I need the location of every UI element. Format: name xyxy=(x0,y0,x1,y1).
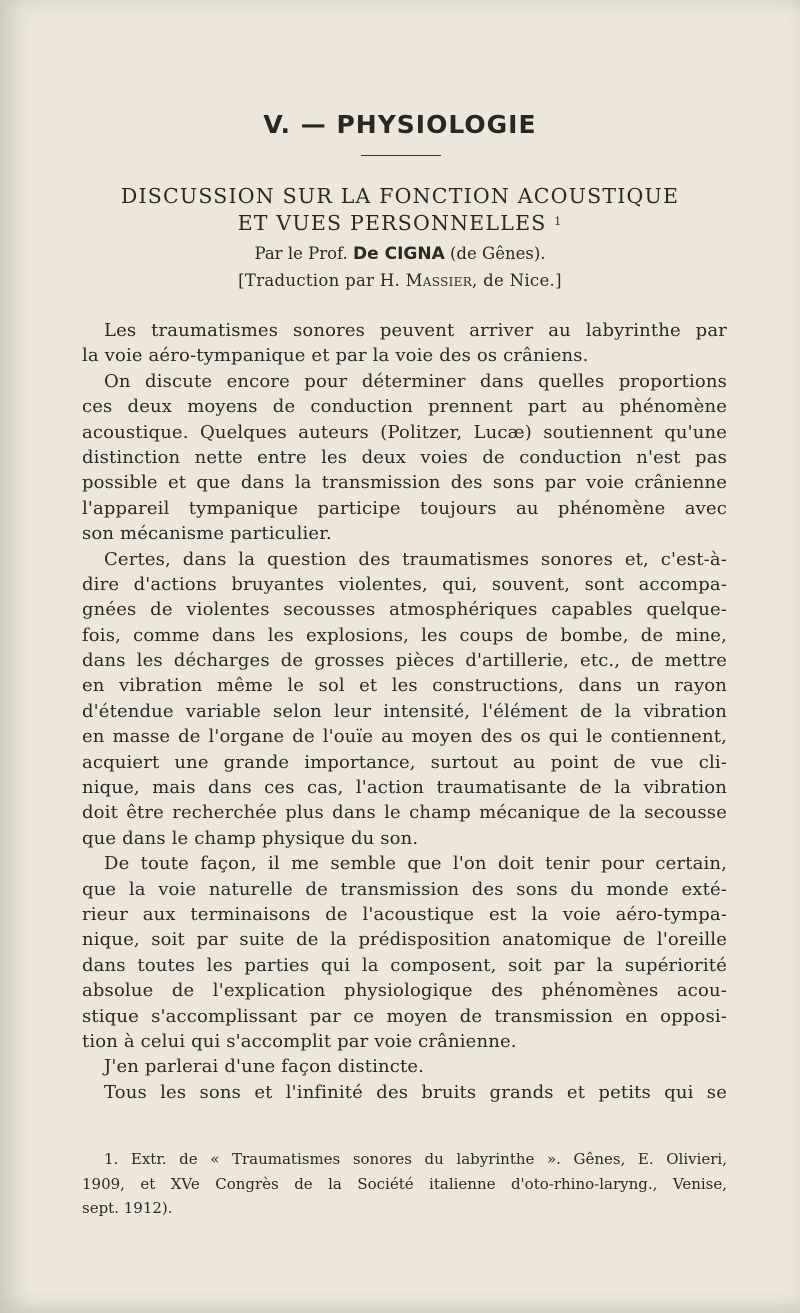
translator-name: Massier xyxy=(405,271,473,290)
footnote-line: 1909, et XVe Congrès de la Société italienne d'oto-rhino-laryng., Venise, xyxy=(82,1174,727,1193)
author-place: (de Gênes). xyxy=(450,244,546,263)
body-line: en masse de l'organe de l'ouïe au moyen des os qui le contiennent, xyxy=(82,726,727,748)
byline-prefix: Par le Prof. xyxy=(254,244,348,263)
body-line: Les traumatismes sonores peuvent arriver au labyrinthe par xyxy=(104,320,727,341)
article-body xyxy=(82,318,727,1105)
body-line: fois, comme dans les explosions, les coups de bombe, de mine, xyxy=(82,624,727,646)
title-divider xyxy=(361,155,441,156)
body-line: dans les décharges de grosses pièces d'artillerie, etc., de mettre xyxy=(82,650,727,672)
body-line: De toute façon, il me semble que l'on doit tenir pour certain, xyxy=(104,853,727,875)
body-line: distinction nette entre les deux voies de conduction n'est pas xyxy=(82,446,727,468)
article-title-line-1: DISCUSSION SUR LA FONCTION ACOUSTIQUE xyxy=(120,184,680,208)
footnote-line: 1. Extr. de « Traumatismes sonores du labyrinthe ». Gênes, E. Olivieri, xyxy=(104,1150,727,1168)
body-line: On discute encore pour déterminer dans quelles proportions xyxy=(104,370,727,392)
footnote-line: sept. 1912). xyxy=(82,1199,173,1217)
body-line: la voie aéro-tympanique et par la voie des os crâniens. xyxy=(82,345,589,367)
body-line: acquiert une grande importance, surtout au point de vue cli- xyxy=(82,751,727,773)
body-line: Tous les sons et l'infinité des bruits grands et petits qui se xyxy=(104,1081,727,1103)
body-line: que la voie naturelle de transmission des sons du monde exté- xyxy=(82,878,727,900)
body-line: nique, mais dans ces cas, l'action traumatisante de la vibration xyxy=(82,777,727,799)
author-byline xyxy=(0,244,800,264)
translation-suffix: , de Nice.] xyxy=(472,271,562,290)
body-line: rieur aux terminaisons de l'acoustique est la voie aéro-tympa- xyxy=(82,903,727,925)
body-line: stique s'accomplissant par ce moyen de transmission en opposi- xyxy=(82,1005,727,1027)
body-line: dire d'actions bruyantes violentes, qui, souvent, sont accompa- xyxy=(82,573,727,595)
body-line: dans toutes les parties qui la composent, soit par la supériorité xyxy=(82,954,727,976)
translation-credit xyxy=(0,271,800,290)
body-line: acoustique. Quelques auteurs (Politzer, Lucæ) soutiennent qu'une xyxy=(82,421,727,443)
body-line: Certes, dans la question des traumatismes sonores et, c'est-à- xyxy=(104,548,727,570)
body-line: tion à celui qui s'accomplit par voie crânienne. xyxy=(82,1030,517,1052)
author-name: De CIGNA xyxy=(353,244,445,264)
body-line: absolue de l'explication physiologique des phénomènes acou- xyxy=(82,980,727,1002)
body-line: l'appareil tympanique participe toujours au phénomène avec xyxy=(82,497,727,519)
body-line: nique, soit par suite de la prédisposition anatomique de l'oreille xyxy=(82,929,727,951)
body-line: ces deux moyens de conduction prennent part au phénomène xyxy=(82,396,727,418)
article-title-line-2-text: ET VUES PERSONNELLES xyxy=(237,211,547,235)
footnote xyxy=(82,1147,727,1221)
body-line: J'en parlerai d'une façon distincte. xyxy=(104,1056,425,1078)
body-line: son mécanisme particulier. xyxy=(82,523,332,545)
body-line: d'étendue variable selon leur intensité, l'élément de la vibration xyxy=(82,700,727,722)
translation-prefix: [Traduction par H. xyxy=(238,271,401,290)
body-line: possible et que dans la transmission des sons par voie crânienne xyxy=(82,472,727,494)
body-line: doit être recherchée plus dans le champ mécanique de la secousse xyxy=(82,802,727,824)
section-title: V. — PHYSIOLOGIE xyxy=(263,110,537,139)
article-title-line-2 xyxy=(0,211,800,235)
body-line: en vibration même le sol et les constructions, dans un rayon xyxy=(82,675,727,697)
footnote-reference[interactable]: 1 xyxy=(554,215,563,228)
body-line: gnées de violentes secousses atmosphériques capables quelque- xyxy=(82,599,727,621)
body-line: que dans le champ physique du son. xyxy=(82,827,419,849)
